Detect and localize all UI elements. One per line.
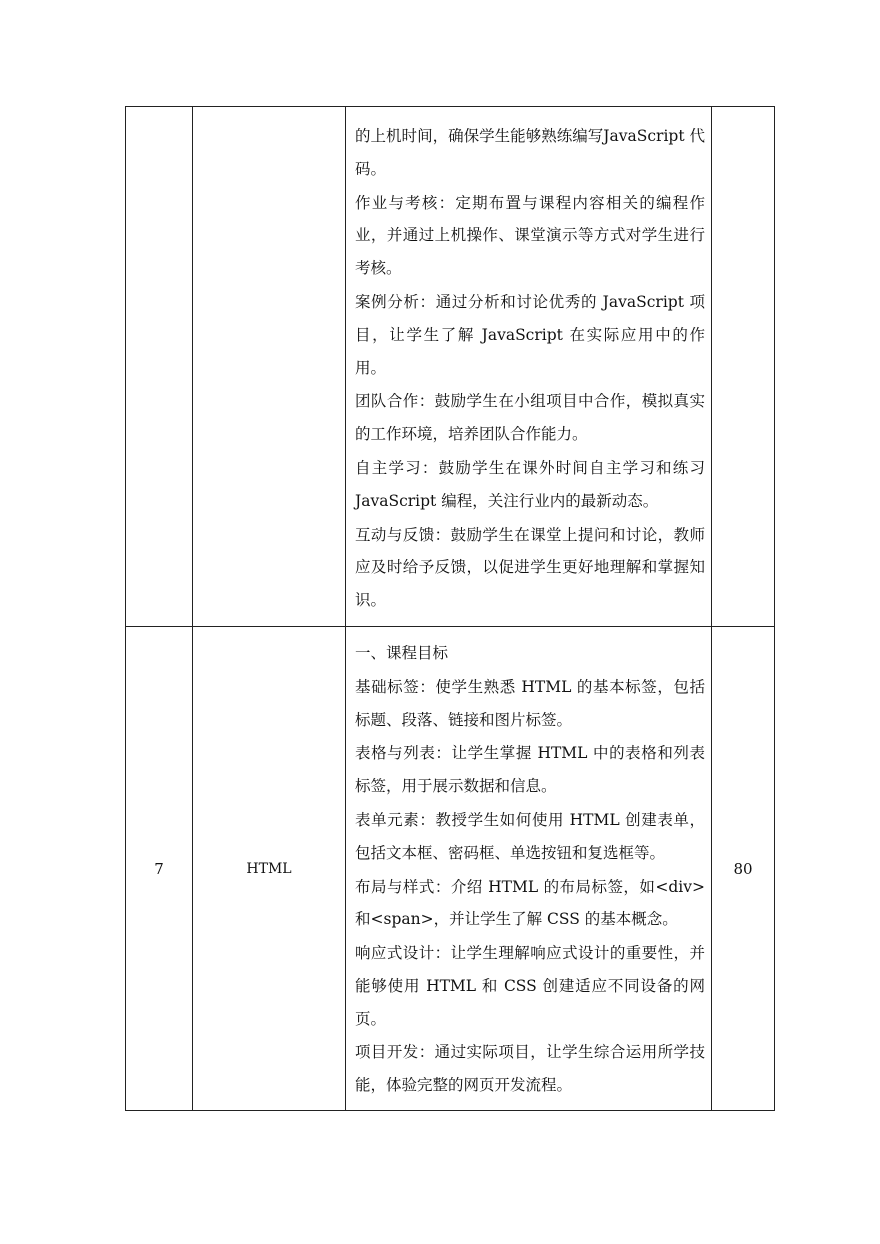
description-paragraph: 基础标签：使学生熟悉 HTML 的基本标签，包括标题、段落、链接和图片标签。 bbox=[355, 677, 705, 729]
course-name-cell: HTML bbox=[193, 627, 346, 1111]
description-paragraph: 表单元素：教授学生如何使用 HTML 创建表单，包括文本框、密码框、单选按钮和复选框等。 bbox=[355, 810, 705, 862]
description-paragraph: 案例分析：通过分析和讨论优秀的 JavaScript 项目，让学生了解 JavaScript 在实际应用中的作用。 bbox=[355, 293, 705, 377]
hours-cell: 80 bbox=[712, 627, 775, 1111]
table-row bbox=[126, 627, 775, 1111]
row-number-cell bbox=[126, 107, 193, 627]
description-paragraph: 的上机时间，确保学生能够熟练编写JavaScript 代码。 bbox=[355, 127, 705, 178]
row-number-cell: 7 bbox=[126, 627, 193, 1111]
course-table bbox=[125, 106, 775, 1111]
description-paragraph: 作业与考核：定期布置与课程内容相关的编程作业，并通过上机操作、课堂演示等方式对学生进行考核。 bbox=[355, 193, 705, 278]
table-row bbox=[126, 107, 775, 627]
section-heading: 一、课程目标 bbox=[355, 643, 449, 662]
description-paragraph: 布局与样式：介绍 HTML 的布局标签，如<div>和<span>，并让学生了解 CSS 的基本概念。 bbox=[355, 877, 705, 929]
hours-cell bbox=[712, 107, 775, 627]
description-paragraph: 自主学习：鼓励学生在课外时间自主学习和练习 JavaScript 编程，关注行业内的最新动态。 bbox=[355, 458, 705, 510]
description-paragraph: 互动与反馈：鼓励学生在课堂上提问和讨论，教师应及时给予反馈，以促进学生更好地理解和掌握知识。 bbox=[355, 525, 705, 610]
description-paragraph: 团队合作：鼓励学生在小组项目中合作，模拟真实的工作环境，培养团队合作能力。 bbox=[355, 392, 705, 444]
description-paragraph: 响应式设计：让学生理解响应式设计的重要性，并能够使用 HTML 和 CSS 创建适应不同设备的网页。 bbox=[355, 944, 705, 1028]
course-description-cell bbox=[346, 107, 712, 627]
description-paragraph: 表格与列表：让学生掌握 HTML 中的表格和列表标签，用于展示数据和信息。 bbox=[355, 744, 705, 796]
course-name-cell bbox=[193, 107, 346, 627]
course-description-cell bbox=[346, 627, 712, 1111]
description-paragraph: 项目开发：通过实际项目，让学生综合运用所学技能，体验完整的网页开发流程。 bbox=[355, 1043, 705, 1095]
